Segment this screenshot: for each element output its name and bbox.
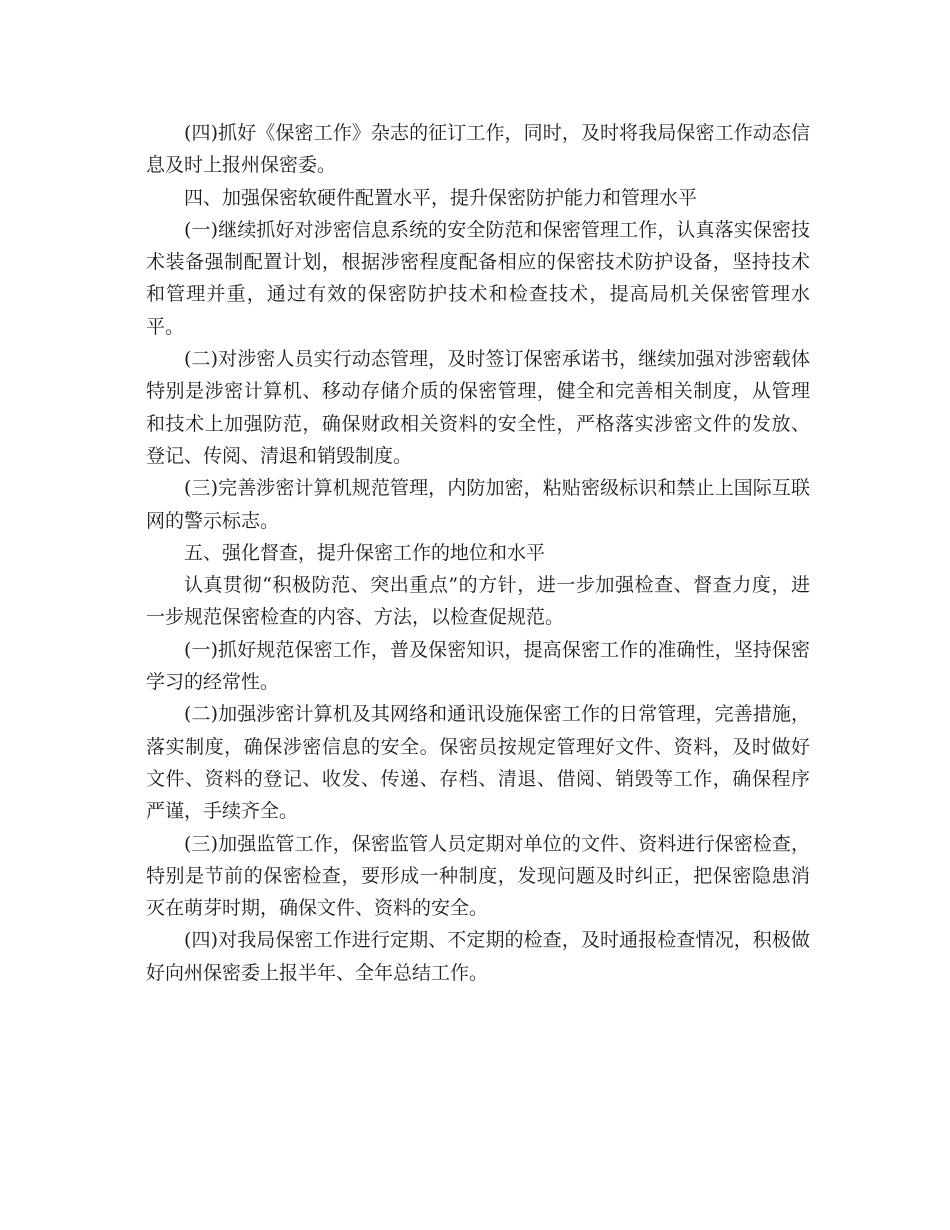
paragraph-item-1-standardize-work: (一)抓好规范保密工作，普及保密知识，提高保密工作的准确性，坚持保密学习的经常性。	[146, 638, 810, 694]
paragraph-item-2-daily-management: (二)加强涉密计算机及其网络和通讯设施保密工作的日常管理，完善措施，落实制度，确保涉密信息的安全。保密员按规定管理好文件、资料，及时做好文件、资料的登记、收发、传递、存档、清退、借阅、销毁等工作，确保程序严谨，手续齐全。	[146, 703, 810, 823]
paragraph-item-4-inspection-reporting: (四)对我局保密工作进行定期、不定期的检查，及时通报检查情况，积极做好向州保密委上报半年、全年总结工作。	[146, 929, 810, 984]
paragraph-item-2-personnel-management: (二)对涉密人员实行动态管理，及时签订保密承诺书，继续加强对涉密载体特别是涉密计算机、移动存储介质的保密管理，健全和完善相关制度，从管理和技术上加强防范，确保财政相关资料的安全性，严格落实涉密文件的发放、登记、传阅、清退和销毁制度。	[146, 348, 810, 467]
paragraph-item-3-computer-management: (三)完善涉密计算机规范管理，内防加密，粘贴密级标识和禁止上国际互联网的警示标志。	[146, 477, 810, 532]
paragraph-item-1-system-security: (一)继续抓好对涉密信息系统的安全防范和保密管理工作，认真落实保密技术装备强制配置计划，根据涉密程度配备相应的保密技术防护设备，坚持技术和管理并重，通过有效的保密防护技术和检查技术，提高局机关保密管理水平。	[146, 218, 810, 338]
document-body	[146, 117, 810, 989]
section-heading-5: 五、强化督查，提升保密工作的地位和水平	[184, 541, 546, 564]
paragraph-item-3-supervision: (三)加强监管工作，保密监管人员定期对单位的文件、资料进行保密检查，特别是节前的保密检查，要形成一种制度，发现问题及时纠正，把保密隐患消灭在萌芽时期，确保文件、资料的安全。	[146, 832, 810, 920]
paragraph-item-4-magazine-subscription: (四)抓好《保密工作》杂志的征订工作，同时，及时将我局保密工作动态信息及时上报州保密委。	[146, 122, 810, 177]
paragraph-section-5-intro: 认真贯彻“积极防范、突出重点”的方针，进一步加强检查、督查力度，进一步规范保密检查的内容、方法，以检查促规范。	[146, 574, 810, 629]
section-heading-4: 四、加强保密软硬件配置水平，提升保密防护能力和管理水平	[184, 186, 698, 209]
